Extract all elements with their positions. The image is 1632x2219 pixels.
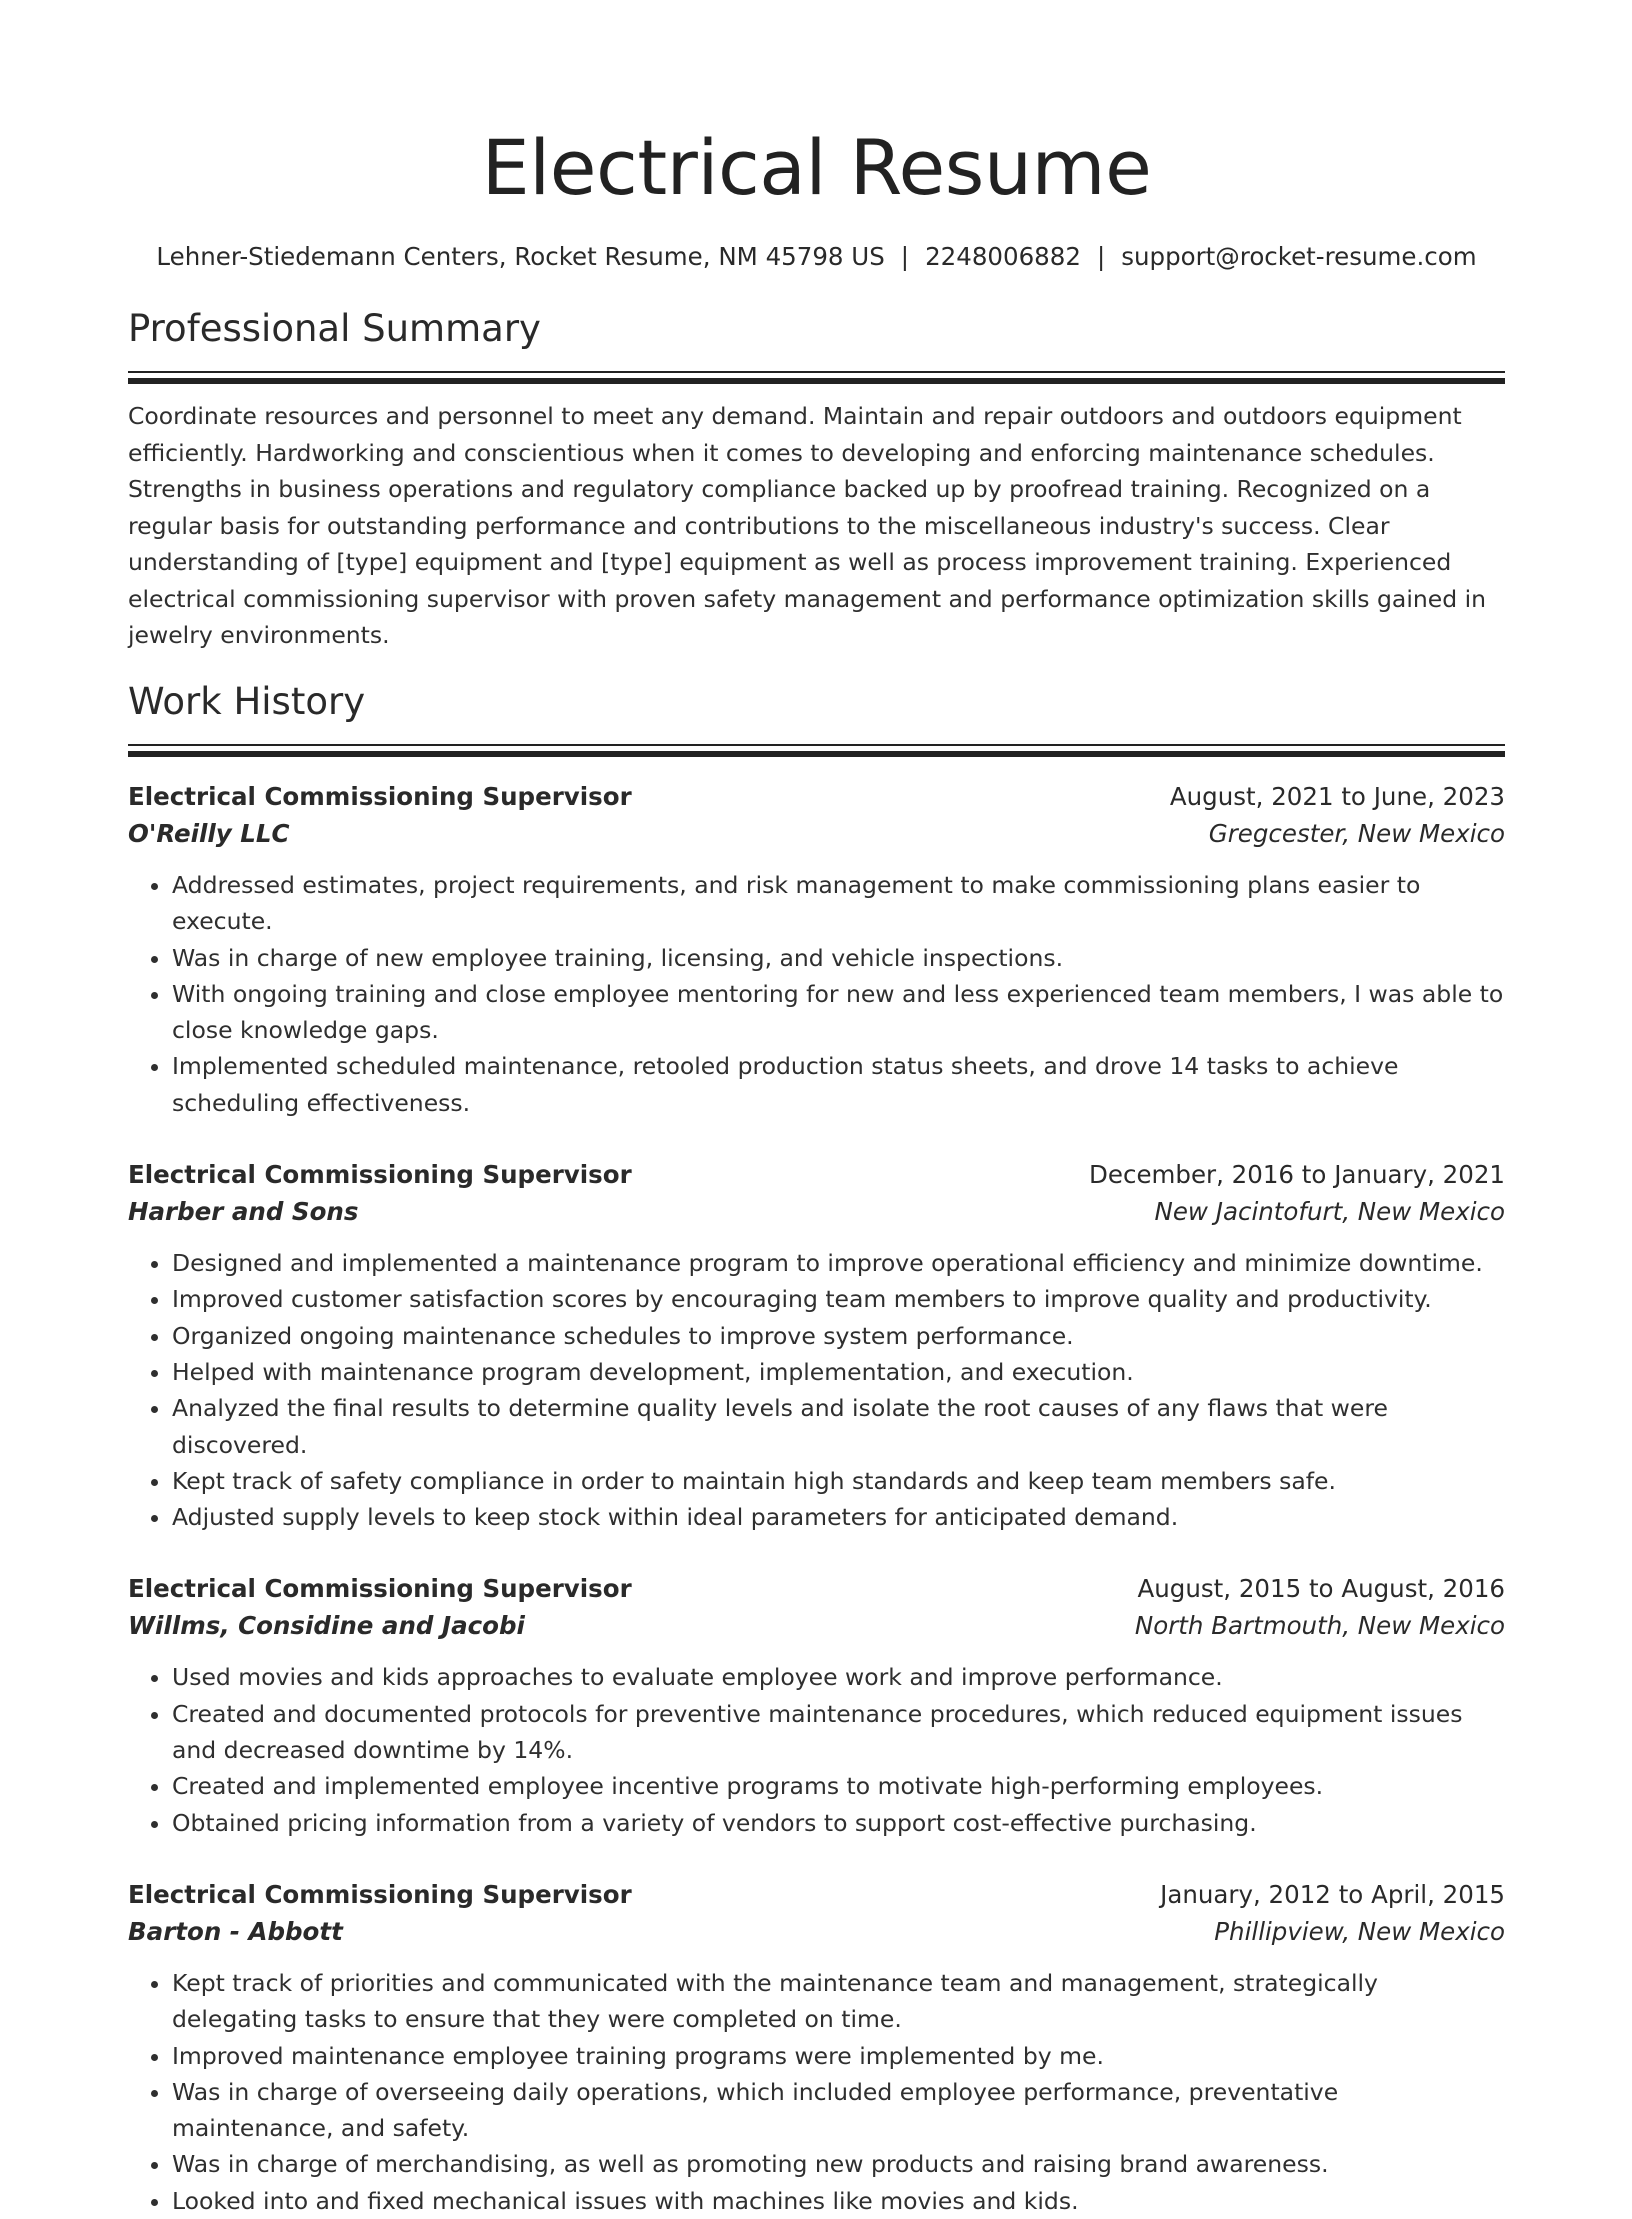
job-bullet: • Improved customer satisfaction scores by encouraging team members to improve quality and productivity. xyxy=(172,1281,1505,1317)
job-company-row xyxy=(128,1913,1505,1951)
job-company-row xyxy=(128,1193,1505,1231)
job-location: Gregcester, New Mexico xyxy=(1208,819,1505,848)
job-title: Electrical Commissioning Supervisor xyxy=(128,1160,632,1190)
job-company: Barton - Abbott xyxy=(128,1916,343,1946)
job-bullet: • Analyzed the final results to determine quality levels and isolate the root causes of any flaws that were discovered. xyxy=(172,1390,1505,1463)
job-company-row xyxy=(128,815,1505,853)
job-bullets xyxy=(128,867,1505,1121)
summary-text: Coordinate resources and personnel to meet any demand. Maintain and repair outdoors and outdoors equipment efficiently. Hardworking and conscientious when it comes to developing and enforcing maintenance schedules. Strengths in business operations and regulatory compliance backed up by proofread training. Recognized on a regular basis for outstanding performance and contributions to the miscellaneous industry's success. Clear understanding of [type] equipment and [type] equipment as well as process improvement training. Experienced electrical commissioning supervisor with proven safety management and performance optimization skills gained in jewelry environments. xyxy=(128,402,1487,649)
job-bullets xyxy=(128,1965,1505,2219)
job-company: O'Reilly LLC xyxy=(128,819,290,848)
job-bullet: • Organized ongoing maintenance schedules to improve system performance. xyxy=(172,1318,1505,1354)
job-company-row xyxy=(128,1607,1505,1645)
contact-phone: 2248006882 xyxy=(925,242,1081,271)
job-bullets xyxy=(128,1659,1505,1840)
job-company: Harber and Sons xyxy=(128,1197,359,1227)
job-bullet: • Kept track of priorities and communicated with the maintenance team and management, strategically delegating tasks to ensure that they were completed on time. xyxy=(172,1965,1505,2038)
job-location: New Jacintofurt, New Mexico xyxy=(1154,1197,1505,1227)
job-title: Electrical Commissioning Supervisor xyxy=(128,782,632,811)
contact-line xyxy=(128,240,1505,274)
job-bullet: • Was in charge of new employee training, licensing, and vehicle inspections. xyxy=(172,940,1505,976)
job-bullets xyxy=(128,1245,1505,1535)
job-title: Electrical Commissioning Supervisor xyxy=(128,1574,632,1604)
job-bullet: • Adjusted supply levels to keep stock within ideal parameters for anticipated demand. xyxy=(172,1499,1505,1535)
contact-separator: | xyxy=(1096,242,1106,271)
job-dates: August, 2021 to June, 2023 xyxy=(1169,782,1505,811)
job-bullet: • Improved maintenance employee training programs were implemented by me. xyxy=(172,2038,1505,2074)
job-bullet: • Used movies and kids approaches to evaluate employee work and improve performance. xyxy=(172,1659,1505,1695)
job-header-row xyxy=(128,779,1505,815)
job-header-row xyxy=(128,1571,1505,1607)
contact-email: support@rocket-resume.com xyxy=(1121,242,1477,271)
section-heading-work: Work History xyxy=(128,680,366,723)
job-bullet: • Was in charge of overseeing daily operations, which included employee performance, preventative maintenance, and safety. xyxy=(172,2074,1505,2147)
job-entry xyxy=(128,1877,1505,2219)
section-divider xyxy=(128,744,1505,757)
job-header-row xyxy=(128,1877,1505,1913)
job-bullet: • Created and implemented employee incentive programs to motivate high-performing employees. xyxy=(172,1768,1505,1804)
job-bullet: • Was in charge of merchandising, as well as promoting new products and raising brand awareness. xyxy=(172,2146,1505,2182)
job-bullet: • Implemented scheduled maintenance, retooled production status sheets, and drove 14 tasks to achieve scheduling effectiveness. xyxy=(172,1048,1505,1121)
contact-separator: | xyxy=(900,242,910,271)
job-bullet: • Designed and implemented a maintenance program to improve operational efficiency and minimize downtime. xyxy=(172,1245,1505,1281)
job-entry xyxy=(128,779,1505,1121)
professional-summary-section xyxy=(128,304,1505,654)
job-dates: January, 2012 to April, 2015 xyxy=(1160,1879,1505,1909)
job-location: Phillipview, New Mexico xyxy=(1214,1916,1505,1946)
work-history-section xyxy=(128,677,1505,2219)
job-bullet: • Kept track of safety compliance in order to maintain high standards and keep team members safe. xyxy=(172,1463,1505,1499)
job-bullet: • Looked into and fixed mechanical issues with machines like movies and kids. xyxy=(172,2183,1505,2219)
job-entry xyxy=(128,1571,1505,1840)
job-entry xyxy=(128,1157,1505,1535)
section-heading-summary: Professional Summary xyxy=(128,307,541,350)
job-company: Willms, Considine and Jacobi xyxy=(128,1611,525,1641)
job-bullet: • Helped with maintenance program development, implementation, and execution. xyxy=(172,1354,1505,1390)
contact-address: Lehner-Stiedemann Centers, Rocket Resume, NM 45798 US xyxy=(156,242,885,271)
job-bullet: • Obtained pricing information from a variety of vendors to support cost-effective purchasing. xyxy=(172,1805,1505,1841)
job-bullet: • Addressed estimates, project requirements, and risk management to make commissioning plans easier to execute. xyxy=(172,867,1505,940)
job-bullet: • With ongoing training and close employee mentoring for new and less experienced team members, I was able to close knowledge gaps. xyxy=(172,976,1505,1049)
job-location: North Bartmouth, New Mexico xyxy=(1134,1611,1505,1641)
job-header-row xyxy=(128,1157,1505,1193)
job-dates: December, 2016 to January, 2021 xyxy=(1089,1160,1505,1190)
resume-title: Electrical Resume xyxy=(481,123,1152,212)
job-bullet: • Created and documented protocols for preventive maintenance procedures, which reduced equipment issues and decreased downtime by 14%. xyxy=(172,1696,1505,1769)
job-dates: August, 2015 to August, 2016 xyxy=(1137,1574,1505,1604)
section-divider xyxy=(128,371,1505,384)
job-title: Electrical Commissioning Supervisor xyxy=(128,1879,632,1909)
